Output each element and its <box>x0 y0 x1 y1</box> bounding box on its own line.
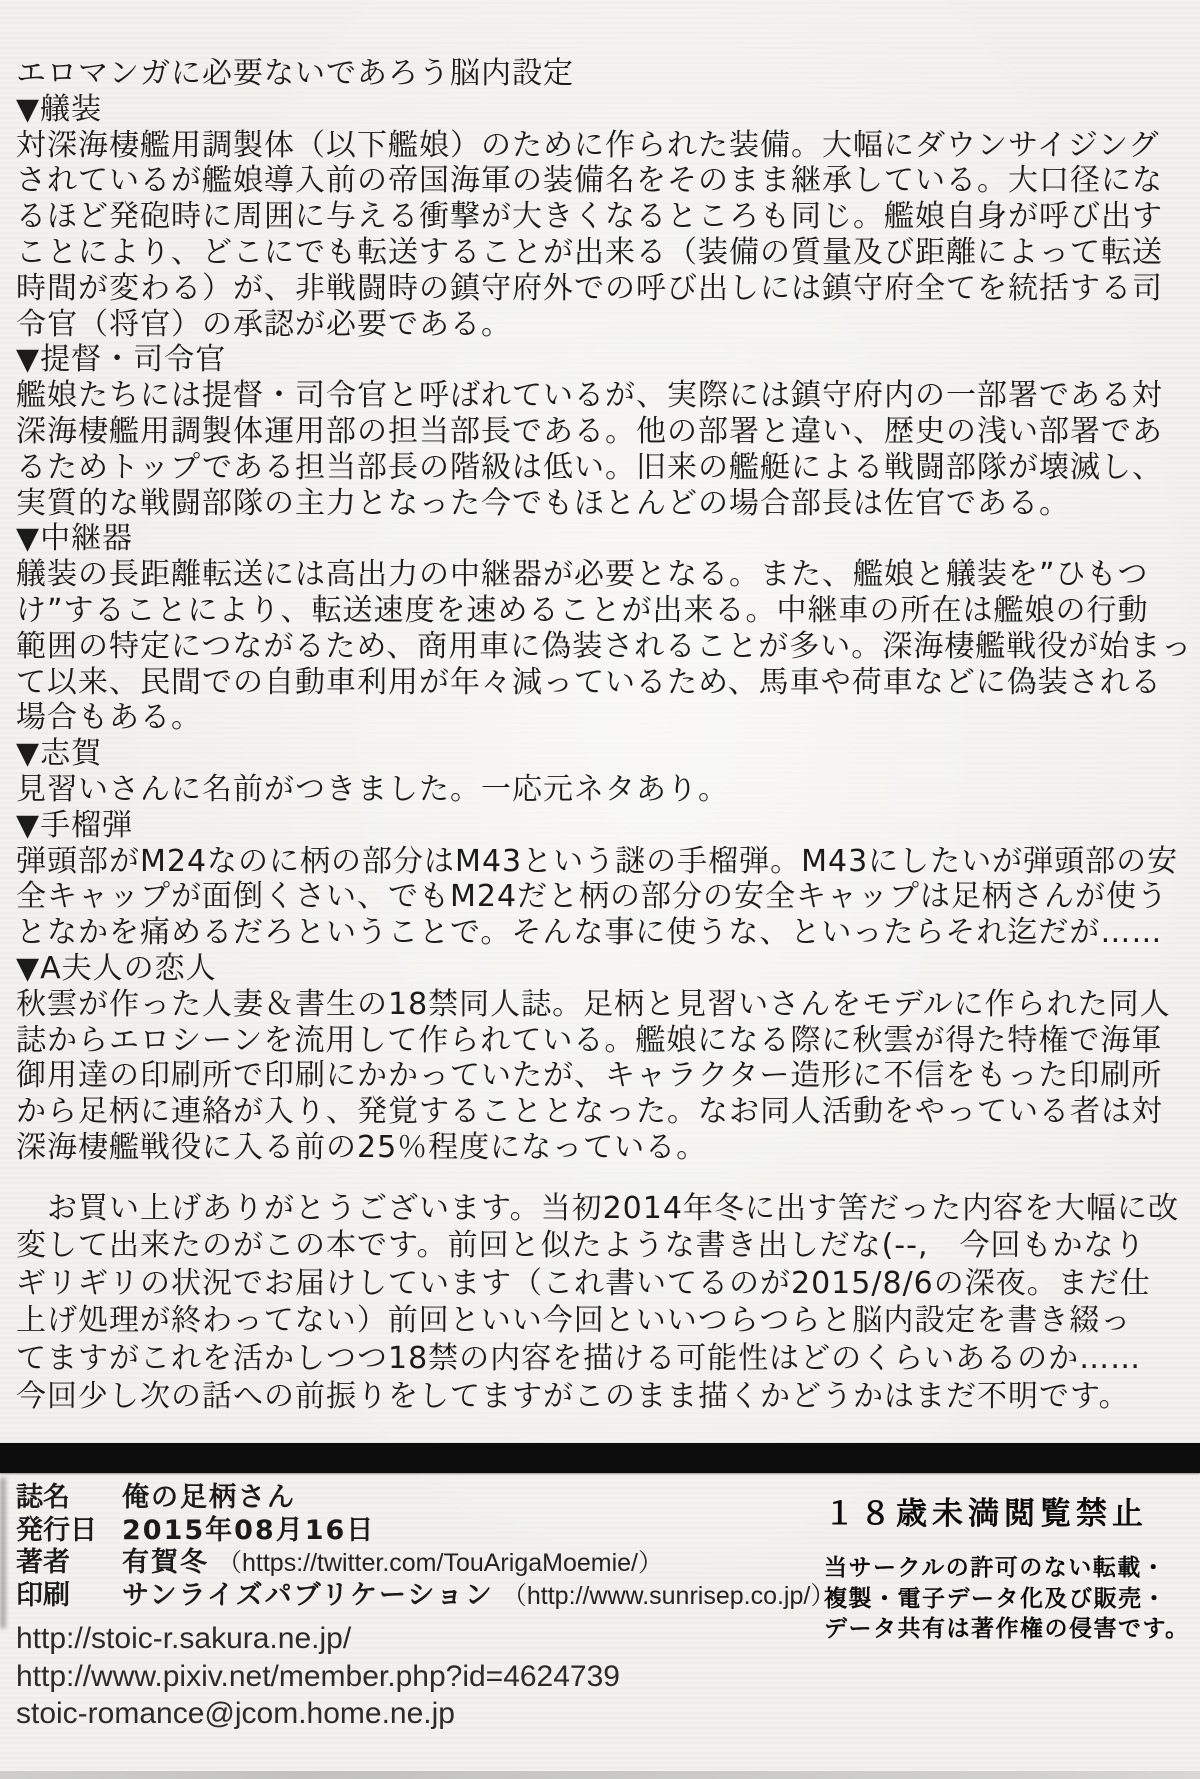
afterword-line: ギリギリの状況でお届けしています（これ書いてるのが2015/8/6の深夜。まだ仕 <box>16 1265 1151 1301</box>
section-heading: ▼手榴弾 <box>16 807 134 843</box>
colophon-value: サンライズパブリケーション <box>122 1579 494 1611</box>
colophon-label: 著者 <box>16 1547 70 1578</box>
circle-site-url: http://stoic-r.sakura.ne.jp/ <box>16 1622 352 1655</box>
body-line: 見習いさんに名前がつきました。一応元ネタあり。 <box>16 771 729 807</box>
age-restriction-title: １８歳未満閲覧禁止 <box>824 1496 1148 1532</box>
page-title: エロマンガに必要ないであろう脳内設定 <box>16 56 574 91</box>
body-line: 誌からエロシーンを流用して作られている。艦娘になる際に秋雲が得た特権で海軍 <box>16 1022 1163 1058</box>
body-line: 弾頭部がM24なのに柄の部分はM43という謎の手榴弾。M43にしたいが弾頭部の安 <box>16 843 1179 879</box>
body-text-block <box>16 56 1194 1415</box>
copyright-warning-line: 複製・電子データ化及び販売・ <box>824 1585 1167 1612</box>
section-heading: ▼艤装 <box>16 91 103 127</box>
black-divider-bar <box>0 1443 1200 1473</box>
body-line: 場合もある。 <box>16 700 202 736</box>
body-line: 御用達の印刷所で印刷にかかっていたが、キャラクター造形に不信をもった印刷所 <box>16 1058 1163 1094</box>
colophon-label: 発行日 <box>16 1514 97 1546</box>
body-line: 範囲の特定につながるため、商用車に偽装されることが多い。深海棲艦戦役が始まっ <box>16 628 1193 664</box>
scan-edge-smudge <box>0 1478 6 1628</box>
body-line: されているが艦娘導入前の帝国海軍の装備名をそのまま継承している。大口径にな <box>16 163 1163 199</box>
body-line: 実質的な戦闘部隊の主力となった今でもほとんどの場合部長は佐官である。 <box>16 485 1070 521</box>
afterword-line: てますがこれを活かしつつ18禁の内容を描ける可能性はどのくらいあるのか…… <box>16 1341 1142 1377</box>
body-line: 対深海棲艦用調製体（以下艦娘）のために作られた装備。大幅にダウンサイジング <box>16 127 1160 163</box>
body-line: け”することにより、転送速度を速めることが出来る。中継車の所在は艦娘の行動 <box>16 592 1149 628</box>
body-line: となかを痛めるだろということで。そんな事に使うな、といったらそれ迄だが…… <box>16 915 1163 951</box>
colophon-value: 俺の足柄さん <box>122 1482 296 1513</box>
pixiv-url: http://www.pixiv.net/member.php?id=4624739 <box>16 1659 620 1693</box>
body-line: から足柄に連絡が入り、発覚することとなった。なお同人活動をやっている者は対 <box>16 1094 1163 1130</box>
printer-url: （http://www.sunrisep.co.jp/） <box>501 1581 836 1610</box>
colophon-row-author <box>16 1547 796 1580</box>
afterword-line: 上げ処理が終わってない）前回といい今回といいつらつらと脳内設定を書き綴っ <box>16 1303 1132 1339</box>
section-heading: ▼提督・司令官 <box>16 342 227 378</box>
copyright-warning-line: データ共有は著作権の侵害です。 <box>824 1616 1190 1642</box>
age-restriction-notice <box>824 1488 1196 1645</box>
body-line: 全キャップが面倒くさい、でもM24だと柄の部分の安全キャップは足柄さんが使う <box>16 879 1169 915</box>
body-line: 艦娘たちには提督・司令官と呼ばれているが、実際には鎮守府内の一部署である対 <box>16 378 1163 414</box>
body-line: 深海棲艦戦役に入る前の25％程度になっている。 <box>16 1129 708 1165</box>
body-line: ことにより、どこにでも転送することが出来る（装備の質量及び距離によって転送 <box>16 234 1163 270</box>
afterword-line: 今回少し次の話への前振りをしてますがこのまま描くかどうかはまだ不明です。 <box>16 1378 1130 1414</box>
scan-bottom-edge <box>0 1771 1200 1779</box>
section-heading: ▼中継器 <box>16 521 134 557</box>
body-line: 時間が変わる）が、非戦闘時の鎮守府外での呼び出しには鎮守府全てを統括する司 <box>16 270 1163 306</box>
body-line: るためトップである担当部長の階級は低い。旧来の艦艇による戦闘部隊が壊滅し、 <box>16 449 1163 485</box>
body-line: るほど発砲時に周囲に与える衝撃が大きくなるところも同じ。艦娘自身が呼び出す <box>16 199 1163 235</box>
colophon-label: 誌名 <box>16 1482 70 1513</box>
contact-links <box>16 1620 796 1733</box>
section-heading: ▼志賀 <box>16 736 103 772</box>
copyright-warning-line: 当サークルの許可のない転載・ <box>824 1555 1167 1581</box>
afterword-line: お買い上げありがとうございます。当初2014年冬に出す筈だった内容を大幅に改 <box>16 1190 1179 1226</box>
body-line: 令官（将官）の承認が必要である。 <box>16 306 512 342</box>
colophon-label: 印刷 <box>16 1579 70 1611</box>
colophon-value: 有賀冬 <box>122 1547 209 1578</box>
section-heading: ▼A夫人の恋人 <box>16 950 217 986</box>
body-line: 深海棲艦用調製体運用部の担当部長である。他の部署と違い、歴史の浅い部署であ <box>16 413 1163 449</box>
copyright-warning <box>824 1553 1196 1645</box>
afterword-paragraph <box>16 1190 1194 1416</box>
colophon-block <box>16 1482 836 1733</box>
afterword-line: 変して出来たのがこの本です。前回と似たような書き出しだな(--, 今回もかなり <box>16 1228 1146 1264</box>
colophon-row-title <box>16 1482 796 1515</box>
author-twitter-url: （https://twitter.com/TouArigaMoemie/） <box>217 1549 663 1577</box>
body-line: 艤装の長距離転送には高出力の中継器が必要となる。また、艦娘と艤装を”ひもつ <box>16 557 1149 593</box>
contact-email: stoic-romance@jcom.home.ne.jp <box>16 1697 455 1730</box>
body-line: 秋雲が作った人妻＆書生の18禁同人誌。足柄と見習いさんをモデルに作られた同人 <box>16 986 1171 1022</box>
colophon-value: 2015年08月16日 <box>122 1514 376 1546</box>
colophon-row-printer <box>16 1579 836 1613</box>
body-line: て以来、民間での自動車利用が年々減っているため、馬車や荷車などに偽装される <box>16 664 1162 700</box>
colophon-row-date <box>16 1515 796 1548</box>
